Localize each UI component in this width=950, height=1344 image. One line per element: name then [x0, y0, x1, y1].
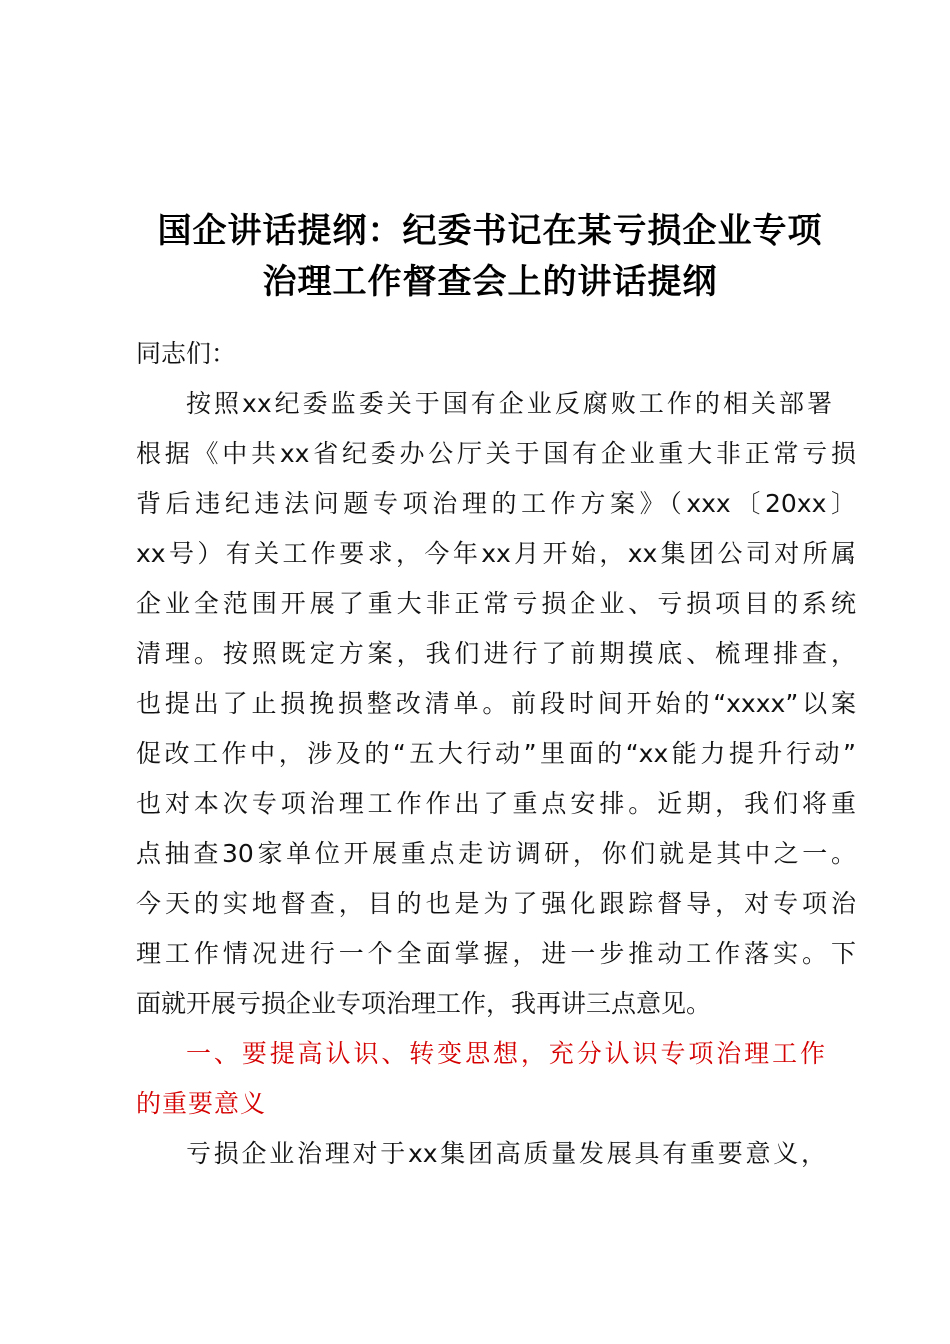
paragraph-1-line-10: 点抽查30家单位开展重点走访调研，你们就是其中之一。 — [136, 839, 856, 868]
paragraph-1-line-13: 面就开展亏损企业专项治理工作，我再讲三点意见。 — [136, 989, 712, 1018]
document-title-line-1: 国企讲话提纲：纪委书记在某亏损企业专项 — [157, 211, 823, 251]
paragraph-1-line-11: 今天的实地督查，目的也是为了强化跟踪督导，对专项治 — [136, 889, 856, 918]
paragraph-1-line-3: 背后违纪违法问题专项治理的工作方案》（xxx〔20xx〕 — [136, 489, 856, 518]
paragraph-1-line-7: 也提出了止损挽损整改清单。前段时间开始的“xxxx”以案 — [136, 689, 856, 718]
salutation: 同志们： — [136, 339, 237, 368]
document-title-line-2: 治理工作督查会上的讲话提纲 — [262, 262, 718, 302]
paragraph-1-line-9: 也对本次专项治理工作作出了重点安排。近期，我们将重 — [136, 789, 856, 818]
paragraph-1-line-1: 按照xx纪委监委关于国有企业反腐败工作的相关部署 — [186, 389, 832, 418]
paragraph-1-line-5: 企业全范围开展了重大非正常亏损企业、亏损项目的系统 — [136, 589, 856, 618]
paragraph-1-line-8: 促改工作中，涉及的“五大行动”里面的“xx能力提升行动” — [136, 739, 856, 768]
paragraph-2-line-1: 亏损企业治理对于xx集团高质量发展具有重要意义， — [186, 1139, 826, 1168]
paragraph-1-line-6: 清理。按照既定方案，我们进行了前期摸底、梳理排查， — [136, 639, 856, 668]
paragraph-1-line-2: 根据《中共xx省纪委办公厅关于国有企业重大非正常亏损 — [136, 439, 856, 468]
section-1-heading-line-1: 一、要提高认识、转变思想，充分认识专项治理工作 — [186, 1039, 826, 1068]
paragraph-1-line-12: 理工作情况进行一个全面掌握，进一步推动工作落实。下 — [136, 939, 856, 968]
section-1-heading-line-2: 的重要意义 — [136, 1089, 267, 1118]
paragraph-1-line-4: xx号）有关工作要求，今年xx月开始，xx集团公司对所属 — [136, 539, 856, 568]
